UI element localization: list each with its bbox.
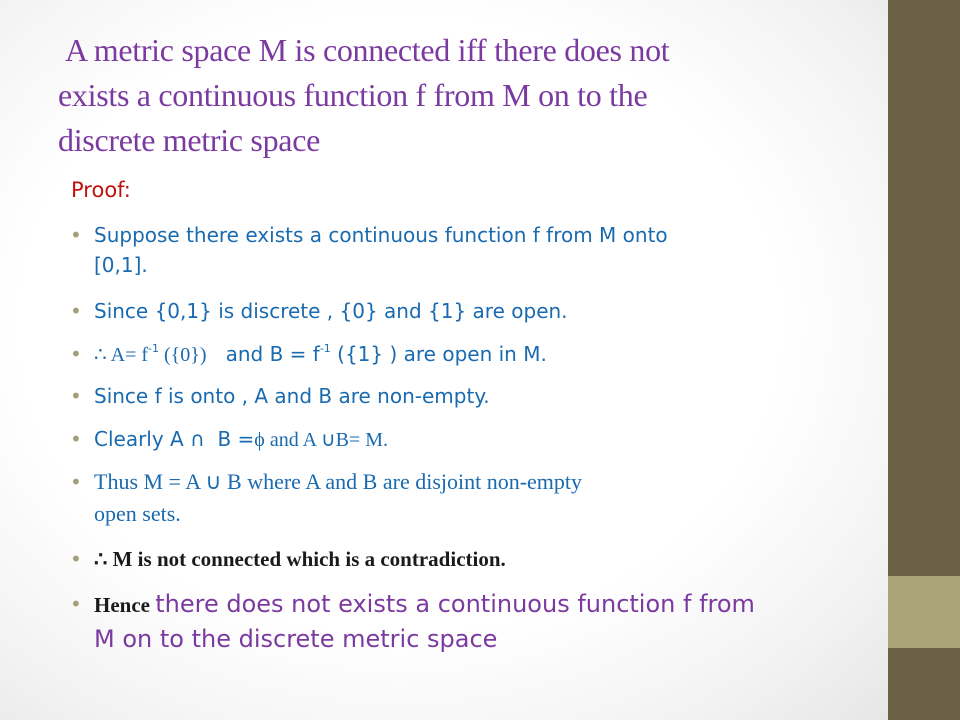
bullet-item-2 [70, 296, 830, 326]
bullet-4-text: Since f is onto , A and B are non-empty. [94, 384, 490, 408]
sidebar-accent-band [888, 576, 960, 648]
bullet-marker: • [70, 384, 82, 408]
bullet-marker: • [70, 427, 82, 451]
bullet-marker: • [70, 342, 82, 366]
bullet-8-hence: Hence [94, 593, 156, 617]
bullet-item-7 [70, 544, 830, 574]
bullet-6-line-2: open sets. [94, 501, 181, 526]
title-line-2: exists a continuous function f from M on to the [58, 77, 648, 113]
bullet-marker: • [70, 470, 82, 494]
bullet-5-part-a: Clearly A ∩ B = [94, 427, 255, 451]
bullet-2-text: Since {0,1} is discrete , {0} and {1} are open. [94, 299, 568, 323]
bullet-6-line-1: Thus M = A ∪ B where A and B are disjoint non-empty [94, 469, 583, 494]
bullet-5-text [94, 424, 830, 455]
bullet-8-line-2: M on to the discrete metric space [94, 625, 498, 653]
proof-label: Proof: [71, 178, 131, 202]
bullet-5-part-b: ϕ and A ∪B= M. [254, 429, 388, 451]
bullet-3-part-a: ∴ A= f [94, 344, 149, 366]
bullet-1-line-1: Suppose there exists a continuous function f from M onto [94, 223, 668, 247]
bullet-3-part-c: and B = f [206, 342, 320, 366]
bullet-item-4 [70, 381, 830, 411]
slide-title [58, 28, 858, 163]
title-line-1: A metric space M is connected iff there does not [65, 32, 670, 68]
bullet-item-6 [70, 466, 830, 530]
bullet-item-3 [70, 339, 830, 370]
bullet-item-1 [70, 220, 830, 280]
bullet-3-part-b: ({0}) [158, 344, 207, 366]
title-line-3: discrete metric space [58, 122, 320, 158]
bullet-8-line-1 [94, 587, 830, 622]
bullet-1-line-2: [0,1]. [94, 253, 148, 277]
inverse-superscript-1: -1 [148, 342, 159, 355]
bullet-marker: • [70, 547, 82, 571]
sidebar-bottom-band [888, 648, 960, 720]
sidebar-top-band [888, 0, 960, 576]
bullet-3-text [94, 339, 830, 370]
bullet-marker: • [70, 299, 82, 323]
bullet-8-part-b: there does not exists a continuous function f from [155, 590, 755, 618]
bullet-7-text: ∴ M is not connected which is a contradiction. [94, 547, 506, 571]
bullet-3-part-d: ({1} ) are open in M. [330, 342, 547, 366]
bullet-marker: • [70, 223, 82, 247]
bullet-item-5 [70, 424, 830, 455]
inverse-superscript-2: -1 [319, 342, 331, 355]
bullet-item-8 [70, 587, 830, 656]
bullet-marker: • [70, 592, 82, 616]
